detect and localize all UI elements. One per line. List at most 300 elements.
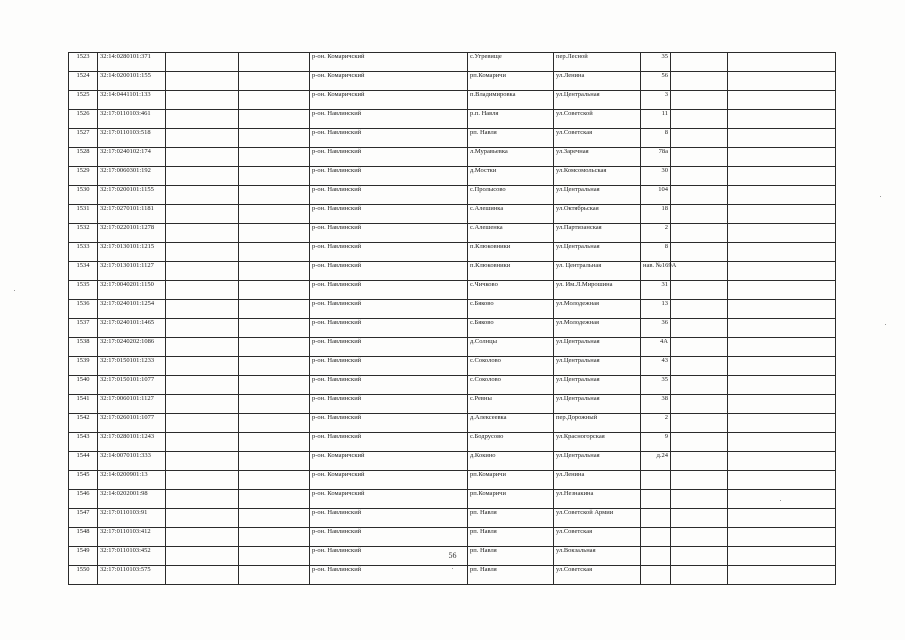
row-id-cell: 1547 — [69, 509, 98, 528]
settlement-cell: с.Алешенка — [468, 224, 554, 243]
district-cell: р-он. Навлинский — [310, 319, 468, 338]
row-id-cell: 1538 — [69, 338, 98, 357]
street-cell: ул.Ленина — [554, 72, 641, 91]
empty-cell — [728, 395, 836, 414]
empty-cell — [671, 262, 728, 281]
row-id-cell: 1544 — [69, 452, 98, 471]
district-cell: р-он. Навлинский — [310, 566, 468, 585]
empty-cell — [239, 53, 310, 72]
house-number-cell — [641, 471, 671, 490]
cadastral-number-cell: 32:17:0110103:452 — [98, 547, 166, 566]
settlement-cell: д.Алексеевка — [468, 414, 554, 433]
empty-cell — [671, 281, 728, 300]
street-cell: ул.Незнакина — [554, 490, 641, 509]
empty-cell — [728, 148, 836, 167]
empty-cell — [239, 528, 310, 547]
settlement-cell: д.Кокино — [468, 452, 554, 471]
settlement-cell: л.Муравьевка — [468, 148, 554, 167]
cadastral-number-cell: 32:17:0270101:1181 — [98, 205, 166, 224]
empty-cell — [671, 338, 728, 357]
district-cell: р-он. Навлинский — [310, 205, 468, 224]
row-id-cell: 1529 — [69, 167, 98, 186]
empty-cell — [671, 300, 728, 319]
row-id-cell: 1526 — [69, 110, 98, 129]
cadastral-number-cell: 32:14:0200101:155 — [98, 72, 166, 91]
empty-cell — [671, 91, 728, 110]
house-number-cell: 31 — [641, 281, 671, 300]
scan-speck — [880, 196, 881, 197]
empty-cell — [671, 528, 728, 547]
house-number-cell: 18 — [641, 205, 671, 224]
row-id-cell: 1536 — [69, 300, 98, 319]
cadastral-number-cell: 32:17:0260101:1077 — [98, 414, 166, 433]
row-id-cell: 1534 — [69, 262, 98, 281]
street-cell: пер.Дорожный — [554, 414, 641, 433]
district-cell: р-он. Навлинский — [310, 357, 468, 376]
house-number-cell: 4А — [641, 338, 671, 357]
empty-cell — [239, 509, 310, 528]
empty-cell — [728, 167, 836, 186]
street-cell: ул.Вокзальная — [554, 547, 641, 566]
district-cell: р-он. Навлинский — [310, 224, 468, 243]
empty-cell — [166, 452, 239, 471]
table-row — [69, 72, 836, 91]
settlement-cell: с.Соколово — [468, 357, 554, 376]
empty-cell — [239, 319, 310, 338]
row-id-cell: 1535 — [69, 281, 98, 300]
empty-cell — [239, 471, 310, 490]
street-cell: ул.Октябрьская — [554, 205, 641, 224]
row-id-cell: 1523 — [69, 53, 98, 72]
district-cell: р-он. Комаричский — [310, 72, 468, 91]
empty-cell — [166, 471, 239, 490]
district-cell: р-он. Навлинский — [310, 433, 468, 452]
empty-cell — [166, 281, 239, 300]
empty-cell — [671, 53, 728, 72]
cadastral-number-cell: 32:17:0110103:412 — [98, 528, 166, 547]
district-cell: р-он. Навлинский — [310, 186, 468, 205]
empty-cell — [728, 528, 836, 547]
cadastral-number-cell: 32:17:0040201:1150 — [98, 281, 166, 300]
empty-cell — [728, 243, 836, 262]
page-number: 56 — [448, 551, 457, 560]
empty-cell — [671, 395, 728, 414]
empty-cell — [728, 319, 836, 338]
row-id-cell: 1524 — [69, 72, 98, 91]
house-number-cell: 35 — [641, 53, 671, 72]
empty-cell — [728, 91, 836, 110]
street-cell: ул. Центральная — [554, 262, 641, 281]
empty-cell — [166, 490, 239, 509]
empty-cell — [239, 148, 310, 167]
empty-cell — [671, 243, 728, 262]
house-number-cell: д.24 — [641, 452, 671, 471]
empty-cell — [671, 110, 728, 129]
street-cell: ул.Партизанская — [554, 224, 641, 243]
empty-cell — [728, 566, 836, 585]
street-cell: ул.Центральная — [554, 338, 641, 357]
row-id-cell: 1548 — [69, 528, 98, 547]
table-row — [69, 414, 836, 433]
house-number-cell: 30 — [641, 167, 671, 186]
scan-speck — [780, 500, 781, 501]
empty-cell — [671, 433, 728, 452]
empty-cell — [239, 243, 310, 262]
street-cell: ул.Центральная — [554, 91, 641, 110]
empty-cell — [728, 224, 836, 243]
district-cell: р-он. Навлинский — [310, 509, 468, 528]
district-cell: р-он. Навлинский — [310, 376, 468, 395]
district-cell: р-он. Навлинский — [310, 129, 468, 148]
cadastral-number-cell: 32:17:0240202:1086 — [98, 338, 166, 357]
cadastral-number-cell: 32:14:0202001:98 — [98, 490, 166, 509]
house-number-cell: 78а — [641, 148, 671, 167]
row-id-cell: 1549 — [69, 547, 98, 566]
empty-cell — [728, 338, 836, 357]
house-number-cell: 35 — [641, 376, 671, 395]
empty-cell — [166, 357, 239, 376]
empty-cell — [239, 262, 310, 281]
row-id-cell: 1546 — [69, 490, 98, 509]
settlement-cell: рп.Комаричи — [468, 72, 554, 91]
empty-cell — [671, 72, 728, 91]
street-cell: ул.Центральная — [554, 357, 641, 376]
house-number-cell: 36 — [641, 319, 671, 338]
district-cell: р-он. Комаричский — [310, 91, 468, 110]
empty-cell — [239, 281, 310, 300]
empty-cell — [728, 281, 836, 300]
district-cell: р-он. Навлинский — [310, 167, 468, 186]
house-number-cell: 13 — [641, 300, 671, 319]
empty-cell — [239, 395, 310, 414]
row-id-cell: 1528 — [69, 148, 98, 167]
house-number-cell: 2 — [641, 414, 671, 433]
settlement-cell: рп. Навля — [468, 566, 554, 585]
empty-cell — [671, 167, 728, 186]
empty-cell — [671, 452, 728, 471]
empty-cell — [671, 376, 728, 395]
empty-cell — [239, 566, 310, 585]
table-row — [69, 509, 836, 528]
cadastral-number-cell: 32:17:0220101:1278 — [98, 224, 166, 243]
cadastral-number-cell: 32:17:0110103:461 — [98, 110, 166, 129]
house-number-cell: 11 — [641, 110, 671, 129]
district-cell: р-он. Навлинский — [310, 281, 468, 300]
empty-cell — [728, 414, 836, 433]
empty-cell — [239, 452, 310, 471]
house-number-cell — [641, 566, 671, 585]
row-id-cell: 1543 — [69, 433, 98, 452]
district-cell: р-он. Навлинский — [310, 110, 468, 129]
street-cell: ул.Заречная — [554, 148, 641, 167]
street-cell: ул.Центральная — [554, 186, 641, 205]
empty-cell — [239, 91, 310, 110]
house-number-cell: 2 — [641, 224, 671, 243]
empty-cell — [239, 72, 310, 91]
street-cell: ул.Центральная — [554, 395, 641, 414]
empty-cell — [239, 129, 310, 148]
empty-cell — [671, 566, 728, 585]
empty-cell — [728, 72, 836, 91]
empty-cell — [671, 490, 728, 509]
table-row — [69, 110, 836, 129]
empty-cell — [166, 338, 239, 357]
empty-cell — [166, 243, 239, 262]
street-cell: ул.Ленина — [554, 471, 641, 490]
street-cell: ул.Молодежная — [554, 319, 641, 338]
empty-cell — [166, 395, 239, 414]
settlement-cell: рп. Навля — [468, 547, 554, 566]
street-cell: ул.Центральная — [554, 452, 641, 471]
house-number-cell: 38 — [641, 395, 671, 414]
street-cell: ул.Советская — [554, 528, 641, 547]
cadastral-number-cell: 32:17:0280101:1243 — [98, 433, 166, 452]
district-cell: р-он. Навлинский — [310, 243, 468, 262]
street-cell: ул.Центральная — [554, 376, 641, 395]
empty-cell — [239, 110, 310, 129]
empty-cell — [239, 357, 310, 376]
empty-cell — [671, 509, 728, 528]
street-cell: ул.Советской Армии — [554, 509, 641, 528]
cadastral-number-cell: 32:17:0240102:174 — [98, 148, 166, 167]
empty-cell — [728, 262, 836, 281]
table-row — [69, 91, 836, 110]
cadastral-number-cell: 32:17:0150101:1233 — [98, 357, 166, 376]
row-id-cell: 1533 — [69, 243, 98, 262]
settlement-cell: рп. Навля — [468, 129, 554, 148]
table-row — [69, 300, 836, 319]
empty-cell — [239, 433, 310, 452]
street-cell: ул.Молодежная — [554, 300, 641, 319]
district-cell: р-он. Комаричский — [310, 452, 468, 471]
empty-cell — [166, 376, 239, 395]
cadastral-number-cell: 32:17:0060301:192 — [98, 167, 166, 186]
cadastral-number-cell: 32:17:0240101:1254 — [98, 300, 166, 319]
cadastral-number-cell: 32:17:0110103:518 — [98, 129, 166, 148]
district-cell: р-он. Комаричский — [310, 471, 468, 490]
table-row — [69, 129, 836, 148]
empty-cell — [671, 471, 728, 490]
table-row — [69, 281, 836, 300]
cadastral-number-cell: 32:17:0060101:1127 — [98, 395, 166, 414]
scan-speck — [14, 290, 15, 291]
empty-cell — [728, 509, 836, 528]
empty-cell — [166, 186, 239, 205]
district-cell: р-он. Навлинский — [310, 262, 468, 281]
empty-cell — [166, 205, 239, 224]
cadastral-number-cell: 32:17:0200101:1155 — [98, 186, 166, 205]
district-cell: р-он. Комаричский — [310, 490, 468, 509]
district-cell: р-он. Навлинский — [310, 300, 468, 319]
empty-cell — [166, 509, 239, 528]
table-row — [69, 395, 836, 414]
house-number-cell — [641, 528, 671, 547]
empty-cell — [239, 224, 310, 243]
street-cell: ул.Центральная — [554, 243, 641, 262]
table-row — [69, 243, 836, 262]
settlement-cell: с.Бодрусово — [468, 433, 554, 452]
empty-cell — [239, 490, 310, 509]
district-cell: р-он. Навлинский — [310, 547, 468, 566]
empty-cell — [166, 72, 239, 91]
street-cell: ул.Красногорская — [554, 433, 641, 452]
empty-cell — [728, 433, 836, 452]
empty-cell — [728, 357, 836, 376]
registry-table-body — [69, 53, 836, 585]
row-id-cell: 1532 — [69, 224, 98, 243]
empty-cell — [239, 376, 310, 395]
empty-cell — [728, 53, 836, 72]
settlement-cell: рп. Навля — [468, 528, 554, 547]
table-row — [69, 452, 836, 471]
row-id-cell: 1537 — [69, 319, 98, 338]
table-row — [69, 148, 836, 167]
empty-cell — [671, 186, 728, 205]
settlement-cell: рп.Комаричи — [468, 471, 554, 490]
settlement-cell: с.Соколово — [468, 376, 554, 395]
settlement-cell: с.Чичково — [468, 281, 554, 300]
row-id-cell: 1525 — [69, 91, 98, 110]
row-id-cell: 1531 — [69, 205, 98, 224]
empty-cell — [671, 414, 728, 433]
empty-cell — [166, 566, 239, 585]
settlement-cell: с.Бяково — [468, 300, 554, 319]
table-row — [69, 433, 836, 452]
row-id-cell: 1527 — [69, 129, 98, 148]
table-row — [69, 224, 836, 243]
settlement-cell: п.Владимировка — [468, 91, 554, 110]
table-row — [69, 53, 836, 72]
district-cell: р-он. Навлинский — [310, 338, 468, 357]
district-cell: р-он. Комаричский — [310, 53, 468, 72]
row-id-cell: 1540 — [69, 376, 98, 395]
house-number-cell: 9 — [641, 433, 671, 452]
settlement-cell: д.Солнцы — [468, 338, 554, 357]
settlement-cell: рп.Комаричи — [468, 490, 554, 509]
empty-cell — [239, 338, 310, 357]
table-row — [69, 167, 836, 186]
house-number-cell: нав. №169А — [641, 262, 671, 281]
empty-cell — [166, 300, 239, 319]
empty-cell — [728, 471, 836, 490]
house-number-cell: 56 — [641, 72, 671, 91]
street-cell: ул.Советской — [554, 110, 641, 129]
table-row — [69, 357, 836, 376]
table-row — [69, 471, 836, 490]
empty-cell — [728, 186, 836, 205]
cadastral-number-cell: 32:14:0441101:133 — [98, 91, 166, 110]
settlement-cell: р.п. Навля — [468, 110, 554, 129]
cadastral-number-cell: 32:14:0070101:333 — [98, 452, 166, 471]
empty-cell — [166, 414, 239, 433]
scan-speck — [885, 324, 886, 325]
cadastral-number-cell: 32:17:0130101:1127 — [98, 262, 166, 281]
empty-cell — [728, 205, 836, 224]
district-cell: р-он. Навлинский — [310, 148, 468, 167]
empty-cell — [166, 53, 239, 72]
row-id-cell: 1545 — [69, 471, 98, 490]
table-row — [69, 186, 836, 205]
settlement-cell: с.Угревище — [468, 53, 554, 72]
empty-cell — [671, 224, 728, 243]
empty-cell — [671, 205, 728, 224]
settlement-cell: с.Алешинка — [468, 205, 554, 224]
empty-cell — [166, 167, 239, 186]
table-row — [69, 490, 836, 509]
table-row — [69, 262, 836, 281]
empty-cell — [728, 300, 836, 319]
row-id-cell: 1541 — [69, 395, 98, 414]
row-id-cell: 1530 — [69, 186, 98, 205]
settlement-cell: с.Ревны — [468, 395, 554, 414]
row-id-cell: 1550 — [69, 566, 98, 585]
empty-cell — [239, 186, 310, 205]
cadastral-number-cell: 32:14:0200901:13 — [98, 471, 166, 490]
empty-cell — [671, 357, 728, 376]
street-cell: ул.Советская — [554, 129, 641, 148]
empty-cell — [728, 110, 836, 129]
house-number-cell — [641, 490, 671, 509]
table-row — [69, 319, 836, 338]
table-row — [69, 376, 836, 395]
district-cell: р-он. Навлинский — [310, 414, 468, 433]
street-cell: ул. Им.Л.Мирошина — [554, 281, 641, 300]
empty-cell — [166, 319, 239, 338]
scan-speck — [452, 568, 453, 569]
settlement-cell: с.Бяково — [468, 319, 554, 338]
empty-cell — [166, 129, 239, 148]
empty-cell — [166, 224, 239, 243]
empty-cell — [671, 148, 728, 167]
empty-cell — [166, 110, 239, 129]
registry-table — [68, 52, 836, 585]
table-row — [69, 205, 836, 224]
empty-cell — [728, 376, 836, 395]
empty-cell — [239, 205, 310, 224]
settlement-cell: рп. Навля — [468, 509, 554, 528]
empty-cell — [239, 300, 310, 319]
empty-cell — [671, 129, 728, 148]
cadastral-number-cell: 32:17:0150101:1077 — [98, 376, 166, 395]
street-cell: пер.Лесной — [554, 53, 641, 72]
cadastral-number-cell: 32:17:0110103:575 — [98, 566, 166, 585]
empty-cell — [166, 91, 239, 110]
empty-cell — [671, 319, 728, 338]
table-row — [69, 338, 836, 357]
row-id-cell: 1539 — [69, 357, 98, 376]
house-number-cell: 8 — [641, 129, 671, 148]
table-row — [69, 528, 836, 547]
empty-cell — [728, 452, 836, 471]
empty-cell — [239, 414, 310, 433]
house-number-cell: 104 — [641, 186, 671, 205]
house-number-cell: 43 — [641, 357, 671, 376]
house-number-cell — [641, 509, 671, 528]
settlement-cell: д.Мостки — [468, 167, 554, 186]
cadastral-number-cell: 32:17:0240101:1465 — [98, 319, 166, 338]
row-id-cell: 1542 — [69, 414, 98, 433]
empty-cell — [239, 167, 310, 186]
district-cell: р-он. Навлинский — [310, 528, 468, 547]
cadastral-number-cell: 32:17:0110103:91 — [98, 509, 166, 528]
empty-cell — [728, 490, 836, 509]
empty-cell — [728, 129, 836, 148]
house-number-cell: 8 — [641, 243, 671, 262]
district-cell: р-он. Навлинский — [310, 395, 468, 414]
settlement-cell: с.Пролысово — [468, 186, 554, 205]
cadastral-number-cell: 32:17:0130101:1215 — [98, 243, 166, 262]
street-cell: ул.Комсомольская — [554, 167, 641, 186]
